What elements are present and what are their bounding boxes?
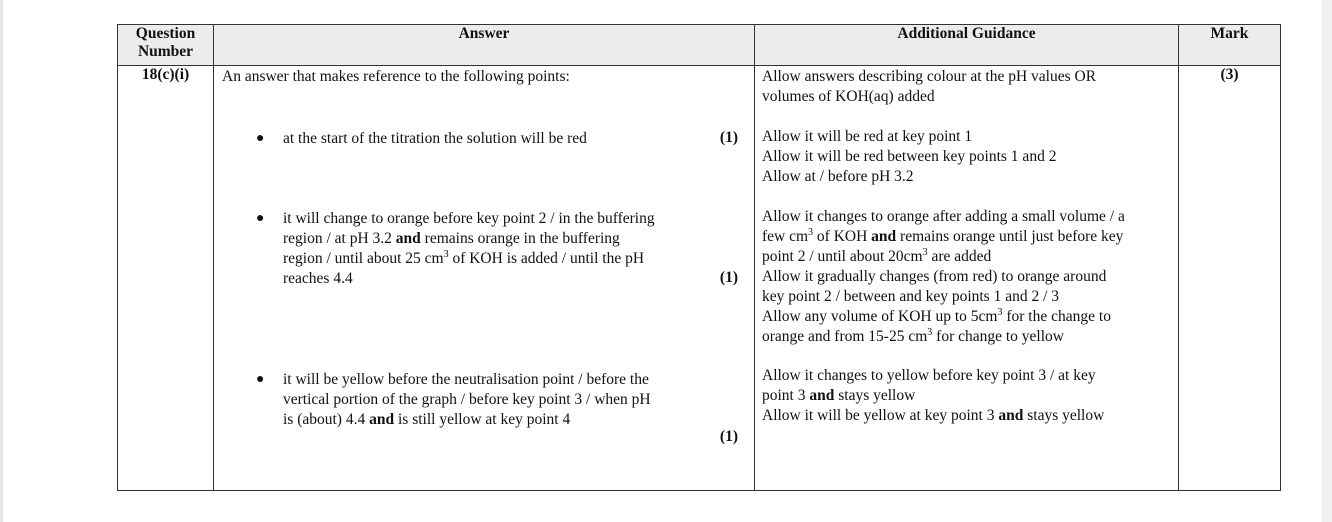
mark-scheme-table — [117, 24, 1281, 491]
guidance-2-sup-3: 3 — [997, 306, 1003, 318]
guidance-2-line-3b: are added — [927, 248, 992, 265]
bullet-2-line-2 — [283, 229, 723, 249]
bullet-3-line-3c: is still yellow at key point 4 — [394, 411, 571, 428]
guidance-point-3 — [762, 366, 1177, 426]
guidance-3-line-2 — [762, 386, 1177, 406]
bullet-3-mark: (1) — [719, 428, 738, 445]
guidance-2-line-1: Allow it changes to orange after adding a small volume / a — [762, 208, 1125, 225]
guidance-3-and-2: and — [998, 407, 1024, 424]
guidance-point-1 — [762, 127, 1056, 187]
answer-cell — [214, 66, 755, 491]
guidance-point-2 — [762, 207, 1177, 347]
bullet-3-line-1: it will be yellow before the neutralisation point / before the — [283, 371, 649, 388]
guidance-2-line-3 — [762, 247, 1177, 267]
guidance-3-line-2b: stays yellow — [834, 387, 916, 404]
guidance-2-sup-4: 3 — [927, 326, 933, 338]
bullet-2-sup: 3 — [443, 248, 449, 260]
bullet-2-line-3a: region / until about 25 cm — [283, 250, 444, 267]
guidance-1-line-2: Allow it will be red between key points 1 and 2 — [762, 148, 1057, 165]
bullet-1-marker: ● — [256, 131, 265, 146]
bullet-3-and: and — [369, 411, 395, 428]
bullet-2-and: and — [395, 230, 421, 247]
guidance-2-line-5: key point 2 / between and key points 1 and 2 / 3 — [762, 288, 1060, 305]
guidance-2-line-3a: point 2 / until about 20cm — [762, 248, 923, 265]
guidance-1-line-3: Allow at / before pH 3.2 — [762, 168, 914, 185]
guidance-2-line-2a: few cm — [762, 228, 809, 245]
bullet-2-line-3 — [283, 249, 723, 269]
guidance-general — [762, 67, 1096, 107]
bullet-3-line-2: vertical portion of the graph / before key point 3 / when pH — [283, 391, 651, 408]
bullet-2-line-2a: region / at pH 3.2 — [283, 230, 396, 247]
page-edge-right — [1322, 0, 1332, 522]
guidance-2-line-6a: Allow any volume of KOH up to 5cm — [762, 308, 998, 325]
guidance-2-line-6b: for the change to — [1002, 308, 1111, 325]
answer-row — [118, 66, 1281, 491]
bullet-1-mark: (1) — [719, 129, 738, 146]
bullet-2-marker: ● — [256, 211, 265, 226]
header-mark: Mark — [1179, 25, 1281, 66]
total-mark: (3) — [1220, 66, 1239, 83]
guidance-general-line-1: Allow answers describing colour at the pH values OR — [762, 68, 1097, 85]
guidance-2-line-7b: for change to yellow — [932, 328, 1064, 345]
guidance-1-line-1: Allow it will be red at key point 1 — [762, 128, 973, 145]
header-guidance: Additional Guidance — [755, 25, 1179, 66]
guidance-2-line-6 — [762, 307, 1177, 327]
guidance-3-line-3 — [762, 406, 1177, 426]
guidance-3-line-2a: point 3 — [762, 387, 810, 404]
guidance-cell — [755, 66, 1179, 491]
bullet-3-line-3a: is (about) 4.4 — [283, 411, 370, 428]
question-number — [118, 66, 214, 491]
header-row — [118, 25, 1281, 66]
bullet-2-line-1: it will change to orange before key point 2 / in the buffering — [283, 210, 655, 227]
answer-intro: An answer that makes reference to the following points: — [222, 68, 570, 85]
header-answer: Answer — [214, 25, 755, 66]
bullet-2-line-4: reaches 4.4 — [283, 270, 353, 287]
question-number-text: 18(c)(i) — [141, 66, 190, 83]
guidance-3-line-1: Allow it changes to yellow before key point 3 / at key — [762, 367, 1096, 384]
guidance-2-sup-1: 3 — [808, 226, 814, 238]
guidance-2-sup-2: 3 — [922, 246, 928, 258]
bullet-3-line-3 — [283, 410, 723, 430]
bullet-2-text — [283, 209, 723, 289]
bullet-1-text: at the start of the titration the solution will be red — [283, 130, 587, 147]
guidance-2-line-2 — [762, 227, 1177, 247]
bullet-3-marker: ● — [256, 372, 265, 387]
guidance-2-line-2c: remains orange until just before key — [896, 228, 1124, 245]
guidance-2-line-7 — [762, 327, 1177, 347]
bullet-2-line-3b: of KOH is added / until the pH — [448, 250, 645, 267]
guidance-2-line-7a: orange and from 15-25 cm — [762, 328, 928, 345]
guidance-2-line-4: Allow it gradually changes (from red) to orange around — [762, 268, 1107, 285]
bullet-2-line-2c: remains orange in the buffering — [420, 230, 620, 247]
mark-cell — [1179, 66, 1281, 491]
page-edge-left — [0, 0, 3, 522]
bullet-3-text — [283, 370, 723, 430]
header-question-number — [118, 25, 214, 66]
guidance-2-line-2b: of KOH — [813, 228, 872, 245]
guidance-3-line-3a: Allow it will be yellow at key point 3 — [762, 407, 999, 424]
bullet-2-mark: (1) — [719, 269, 738, 286]
guidance-3-line-3b: stays yellow — [1023, 407, 1105, 424]
guidance-3-and-1: and — [809, 387, 835, 404]
header-question-number-label: Question Number — [135, 25, 196, 60]
guidance-2-and: and — [871, 228, 897, 245]
guidance-general-line-2: volumes of KOH(aq) added — [762, 88, 935, 105]
